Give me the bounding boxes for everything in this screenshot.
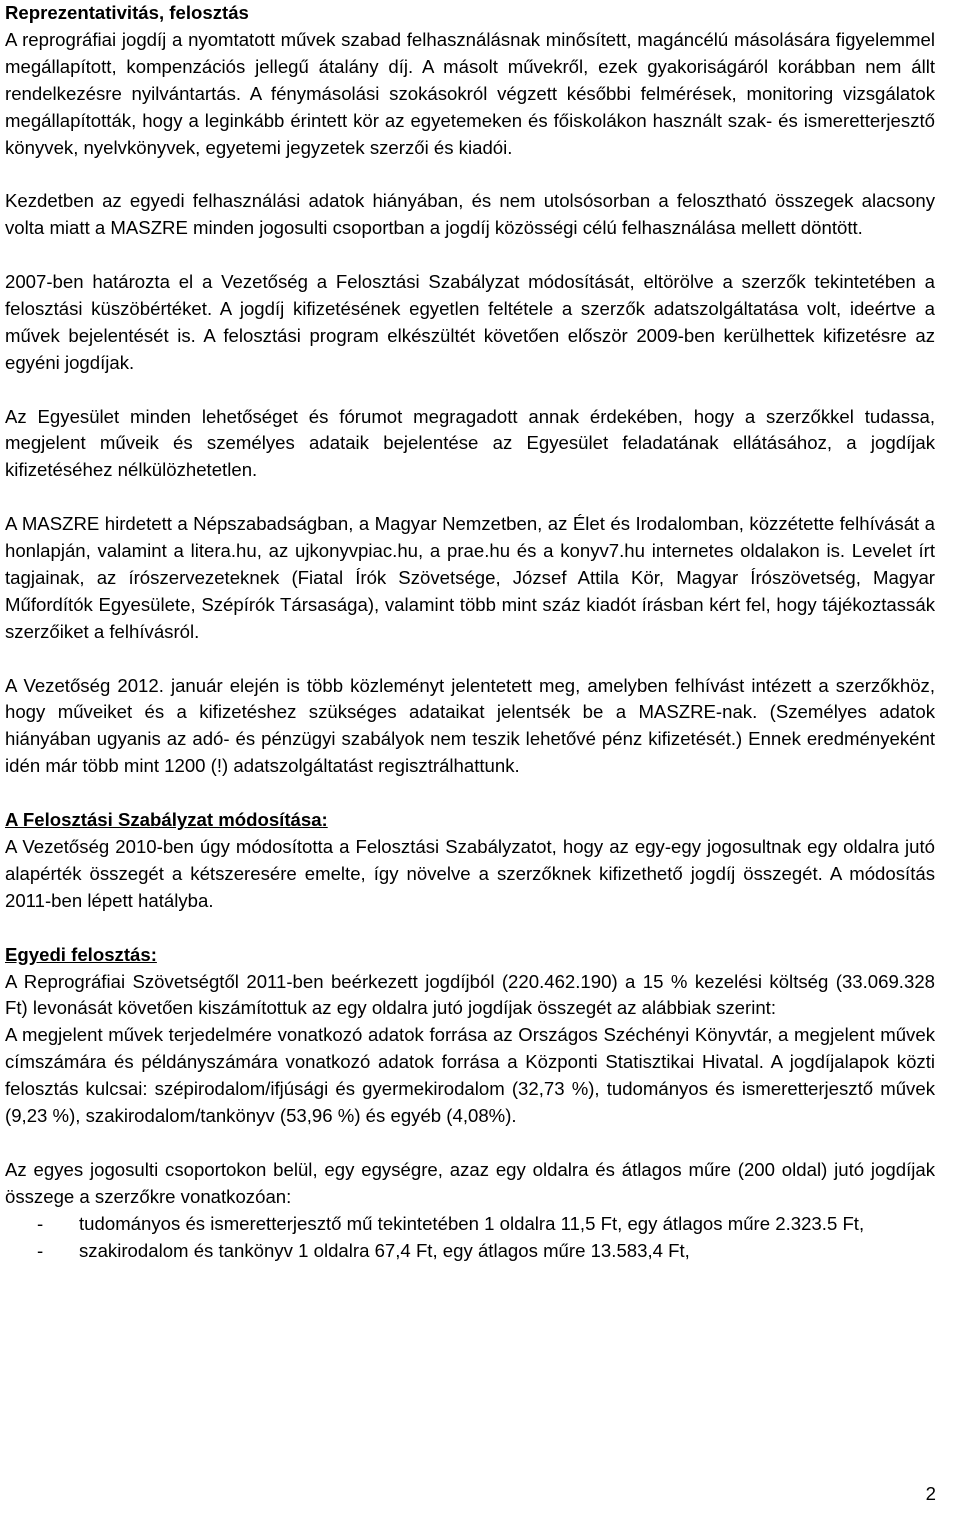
paragraph-jogosulti-csoportok: Az egyes jogosulti csoportokon belül, egy egységre, azaz egy oldalra és átlagos műre (200 oldal) jutó jogdíjak összege a szerzőkre vonatkozóan: xyxy=(5,1158,935,1207)
paragraph-megjelent-muvek: A megjelent művek terjedelmére vonatkozó adatok forrása az Országos Széchényi Könyvtár, a megjelent művek címszámára és példányszámára vonatkozó adatok forrása a Központi Statisztikai Hivatal. A jogdíjalapok közti felosztás kulcsai: szépirodalom/ifjúsági és gyermekirodalom (32,73 %), tudományos és ismeretterjesztő művek (9,23 %), szakirodalom/tankönyv (53,96 %) és egyéb (4,08%). xyxy=(5,1024,935,1127)
dash-bullet: - xyxy=(37,1239,44,1261)
paragraph-reprografiai-jogdij: A reprográfiai jogdíj a nyomtatott művek szabad felhasználásnak minősített, magáncélú másolására figyelemmel megállapított, kompenzációs jellegű átalány díj. A másolt művekről, ezek gyakoriságáról korábban nem állt rendelkezésre nyilvántartás. A fénymásolási szokásokról végzett későbbi felmérések, monitoring vizsgálatok megállapították, hogy a leginkább érintett kör az egyetemeken és főiskolákon használt szak- és ismeretterjesztő könyvek, nyelvkönyvek, egyetemi jegyzetek szerzői és kiadói. xyxy=(5,28,935,158)
section-title-reprezentativitas: Reprezentativitás, felosztás xyxy=(5,2,249,23)
dash-bullet: - xyxy=(37,1212,44,1234)
list-item-text: tudományos és ismeretterjesztő mű tekintetében 1 oldalra 11,5 Ft, egy átlagos műre 2.323.5 Ft, xyxy=(79,1212,865,1234)
section-title-felosztasi-szabalyzat: A Felosztási Szabályzat módosítása: xyxy=(5,809,328,831)
paragraph-vezetoseg-2012: A Vezetőség 2012. január elején is több közleményt jelentetett meg, amelyben felhívást intézett a szerzőkhöz, hogy műveiket és a kifizetéshez szükséges adataikat jelentsék be a MASZRE-nak. (Személyes adatok hiányában ugyanis az adó- és pénzügyi szabályok nem teszik lehetővé pénz kifizetését.) Ennek eredményeként idén már több mint 1200 (!) adatszolgáltatást regisztrálhattunk. xyxy=(5,674,935,777)
page-number: 2 xyxy=(925,1483,936,1504)
amounts-list xyxy=(5,1211,935,1265)
paragraph-egyesulet: Az Egyesület minden lehetőséget és fórumot megragadott annak érdekében, hogy a szerzőkkel tudassa, megjelent műveik és személyes adataik bejelentése az Egyesület feladatának ellátásához, a jogdíjak kifizetéséhez nélkülözhetetlen. xyxy=(5,405,935,481)
list-item-text: szakirodalom és tankönyv 1 oldalra 67,4 Ft, egy átlagos műre 13.583,4 Ft, xyxy=(79,1239,690,1261)
paragraph-maszre-hirdetett: A MASZRE hirdetett a Népszabadságban, a Magyar Nemzetben, az Élet és Irodalomban, közzétette felhívását a honlapján, valamint a litera.hu, az ujkonyvpiac.hu, a prae.hu és a konyv7.hu internetes oldalakon is. Levelet írt tagjainak, az írószervezeteknek (Fiatal Írók Szövetsége, József Attila Kör, Magyar Írószövetség, Magyar Műfordítók Egyesülete, Szépírók Társasága), valamint több mint száz kiadót írásban kért fel, hogy tájékoztassák szerzőiket a felhívásról. xyxy=(5,513,935,642)
list-item xyxy=(5,1211,935,1238)
paragraph-kezdetben: Kezdetben az egyedi felhasználási adatok hiányában, és nem utolsósorban a felosztható összegek alacsony volta miatt a MASZRE minden jogosulti csoportban a jogdíj közösségi célú felhasználása mellett döntött. xyxy=(5,190,935,239)
paragraph-vezetoseg-2010: A Vezetőség 2010-ben úgy módosította a Felosztási Szabályzatot, hogy az egy-egy jogosultnak egy oldalra jutó alapérték összegét a kétszeresére emelte, így növelve a szerzőknek kifizethető jogdíj összegét. A módosítás 2011-ben lépett hatályba. xyxy=(5,836,935,911)
paragraph-2007-ben: 2007-ben határozta el a Vezetőség a Felosztási Szabályzat módosítását, eltörölve a szerzők tekintetében a felosztási küszöbértéket. A jogdíj kifizetésének egyetlen feltétele a szerzők adatszolgáltatása volt, ideértve a művek bejelentését is. A felosztási program elkészültét követően először 2009-ben kerülhettek kifizetésre az egyéni jogdíjak. xyxy=(5,271,935,373)
paragraph-reprografiai-szovetseg: A Reprográfiai Szövetségtől 2011-ben beérkezett jogdíjból (220.462.190) a 15 % kezelési költség (33.069.328 Ft) levonását követően kiszámítottuk az egy oldalra jutó jogdíjak összegét az alábbiak szerint: xyxy=(5,970,935,1019)
document-page xyxy=(5,0,935,1264)
list-item xyxy=(5,1238,935,1265)
section-title-egyedi-felosztas: Egyedi felosztás: xyxy=(5,943,157,965)
